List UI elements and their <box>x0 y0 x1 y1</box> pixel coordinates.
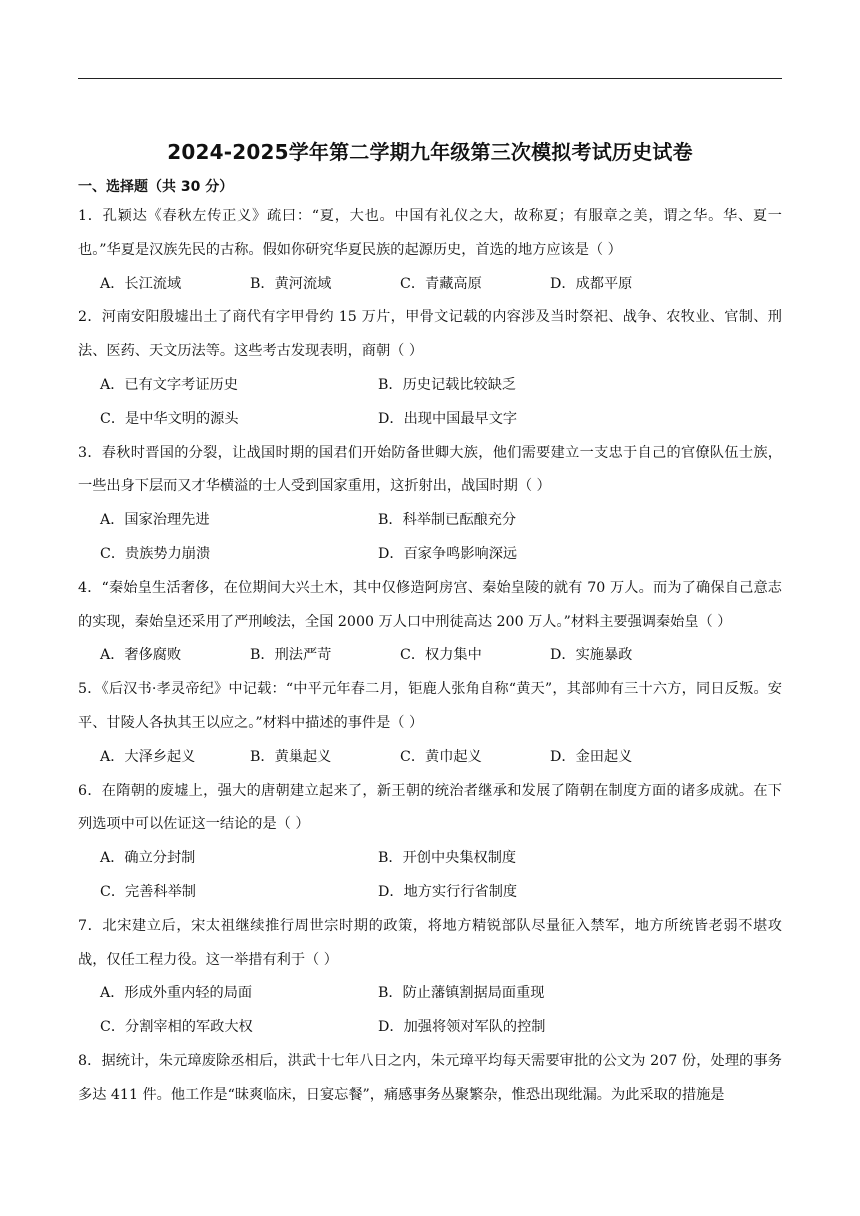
question-1 <box>78 200 782 301</box>
header-rule <box>78 78 782 79</box>
option-b: B．刑法严苛 <box>250 647 332 664</box>
question-7 <box>78 910 782 1045</box>
option-a: A．形成外重内轻的局面 <box>100 985 253 1002</box>
option-a: A．确立分封制 <box>100 850 196 867</box>
option-a: A．大泽乡起义 <box>100 748 196 765</box>
question-stem: 8．据统计，朱元璋废除丞相后，洪武十七年八日之内，朱元璋平均每天需要审批的公文为 207 份，处理的事务多达 411 件。他工作是“昧爽临床，日宴忘餐”，痛感事务丛聚繁杂，惟恐出现纰漏。为此采取的措施是 <box>78 1052 782 1103</box>
question-list <box>78 200 782 1113</box>
question-stem: 3．春秋时晋国的分裂，让战国时期的国君们开始防备世卿大族，他们需要建立一支忠于自己的官僚队伍士族，一些出身下层而又才华横溢的士人受到国家重用，这折射出，战国时期（ ） <box>78 444 782 495</box>
option-b: B．黄巢起义 <box>250 748 332 765</box>
question-5 <box>78 673 782 774</box>
option-c: C．分割宰相的军政大权 <box>100 1019 253 1036</box>
question-stem: 2．河南安阳殷墟出土了商代有字甲骨约 15 万片，甲骨文记载的内容涉及当时祭祀、战争、农牧业、官制、刑法、医药、天文历法等。这些考古发现表明，商朝（ ） <box>78 309 782 360</box>
option-a: A．奢侈腐败 <box>100 647 182 664</box>
question-stem: 5．《后汉书·孝灵帝纪》中记载：“中平元年春二月，钜鹿人张角自称“黄天”，其部帅有三十六方，同日反叛。安平、甘陵人各执其王以应之。”材料中描述的事件是（ ） <box>78 681 782 731</box>
option-row <box>78 977 782 1011</box>
option-a: A．长江流域 <box>100 275 182 292</box>
option-d: D．出现中国最早文字 <box>378 410 518 427</box>
option-c: C．是中华文明的源头 <box>100 410 239 427</box>
option-b: B．黄河流域 <box>250 275 332 292</box>
section-heading: 一、选择题（共 30 分） <box>78 179 234 195</box>
option-row <box>78 504 782 538</box>
option-b: B．科举制已酝酿充分 <box>378 512 517 529</box>
option-c: C．青藏高原 <box>400 275 482 292</box>
option-d: D．百家争鸣影响深远 <box>378 545 518 562</box>
option-row <box>78 369 782 403</box>
question-2 <box>78 301 782 436</box>
question-8 <box>78 1045 782 1113</box>
option-row <box>78 639 782 673</box>
option-d: D．实施暴政 <box>550 647 633 664</box>
option-row <box>78 538 782 572</box>
option-b: B．开创中央集权制度 <box>378 850 517 867</box>
question-6 <box>78 775 782 910</box>
option-c: C．权力集中 <box>400 647 482 664</box>
option-row <box>78 876 782 910</box>
question-stem: 6．在隋朝的废墟上，强大的唐朝建立起来了，新王朝的统治者继承和发展了隋朝在制度方面的诸多成就。在下列选项中可以佐证这一结论的是（ ） <box>78 782 782 833</box>
question-stem: 4．“秦始皇生活奢侈，在位期间大兴土木，其中仅修造阿房宫、秦始皇陵的就有 70 万人。而为了确保自己意志的实现，秦始皇还采用了严刑峻法，全国 2000 万人口中刑徒高达 200 万人。”材料主要强调秦始皇（ ） <box>78 579 782 630</box>
question-stem: 7．北宋建立后，宋太祖继续推行周世宗时期的政策，将地方精锐部队尽量征入禁军，地方所统皆老弱不堪攻战，仅任工程力役。这一举措有利于（ ） <box>78 917 782 968</box>
page-title: 2024-2025学年第二学期九年级第三次模拟考试历史试卷 <box>167 140 693 164</box>
option-row <box>78 741 782 775</box>
option-row <box>78 842 782 876</box>
option-c: C．贵族势力崩溃 <box>100 545 211 562</box>
question-stem: 1．孔颖达《春秋左传正义》疏曰：“夏，大也。中国有礼仪之大，故称夏；有服章之美，谓之华。华、夏一也。”华夏是汉族先民的古称。假如你研究华夏民族的起源历史，首选的地方应该是（ ） <box>78 208 782 258</box>
option-row <box>78 1011 782 1045</box>
option-a: A．国家治理先进 <box>100 512 210 529</box>
option-d: D．成都平原 <box>550 275 633 292</box>
option-b: B．防止藩镇割据局面重现 <box>378 985 545 1002</box>
option-row <box>78 268 782 302</box>
question-4 <box>78 572 782 673</box>
option-d: D．加强将领对军队的控制 <box>378 1019 546 1036</box>
option-d: D．金田起义 <box>550 748 633 765</box>
option-c: C．完善科举制 <box>100 883 196 900</box>
option-row <box>78 403 782 437</box>
option-d: D．地方实行行省制度 <box>378 883 518 900</box>
option-a: A．已有文字考证历史 <box>100 376 238 393</box>
option-c: C．黄巾起义 <box>400 748 482 765</box>
question-3 <box>78 437 782 572</box>
option-b: B．历史记载比较缺乏 <box>378 376 517 393</box>
